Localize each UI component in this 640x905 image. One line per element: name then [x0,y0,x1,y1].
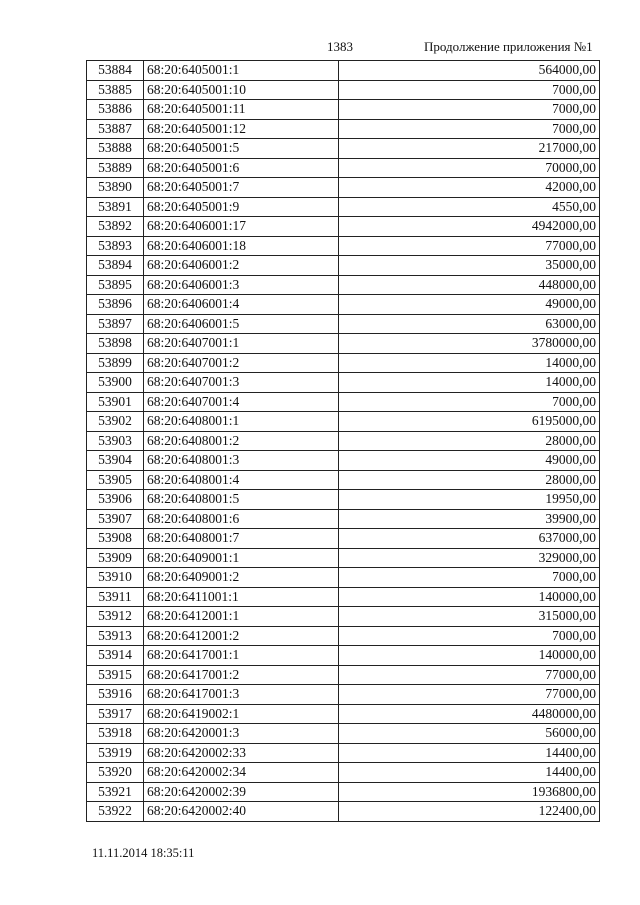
table-row [87,353,600,373]
table-row [87,490,600,510]
row-number: 53892 [87,217,144,237]
value-cell: 39900,00 [339,509,600,529]
value-cell: 77000,00 [339,685,600,705]
cadastral-number: 68:20:6412001:1 [144,607,339,627]
value-cell: 49000,00 [339,451,600,471]
value-cell: 7000,00 [339,392,600,412]
table-row [87,431,600,451]
row-number: 53887 [87,119,144,139]
row-number: 53890 [87,178,144,198]
value-cell: 7000,00 [339,100,600,120]
table-row [87,763,600,783]
table-row [87,685,600,705]
cadastral-number: 68:20:6420002:33 [144,743,339,763]
value-cell: 56000,00 [339,724,600,744]
table-row [87,256,600,276]
row-number: 53918 [87,724,144,744]
value-cell: 140000,00 [339,646,600,666]
row-number: 53898 [87,334,144,354]
row-number: 53905 [87,470,144,490]
row-number: 53915 [87,665,144,685]
value-cell: 217000,00 [339,139,600,159]
row-number: 53919 [87,743,144,763]
row-number: 53894 [87,256,144,276]
value-cell: 28000,00 [339,431,600,451]
value-cell: 70000,00 [339,158,600,178]
cadastral-number: 68:20:6408001:5 [144,490,339,510]
table-row [87,451,600,471]
value-cell: 14400,00 [339,763,600,783]
table-row [87,587,600,607]
cadastral-number: 68:20:6405001:9 [144,197,339,217]
cadastral-number: 68:20:6420002:34 [144,763,339,783]
cadastral-number: 68:20:6405001:10 [144,80,339,100]
table-row [87,373,600,393]
cadastral-number: 68:20:6412001:2 [144,626,339,646]
row-number: 53906 [87,490,144,510]
value-cell: 4480000,00 [339,704,600,724]
row-number: 53907 [87,509,144,529]
table-row [87,61,600,81]
cadastral-number: 68:20:6420002:39 [144,782,339,802]
row-number: 53910 [87,568,144,588]
cadastral-number: 68:20:6419002:1 [144,704,339,724]
row-number: 53900 [87,373,144,393]
page-number: 1383 [327,39,353,54]
value-cell: 77000,00 [339,665,600,685]
row-number: 53886 [87,100,144,120]
cadastral-number: 68:20:6408001:7 [144,529,339,549]
table-row [87,568,600,588]
table-row [87,412,600,432]
cadastral-number: 68:20:6417001:1 [144,646,339,666]
row-number: 53899 [87,353,144,373]
cadastral-number: 68:20:6408001:6 [144,509,339,529]
value-cell: 7000,00 [339,80,600,100]
row-number: 53920 [87,763,144,783]
cadastral-number: 68:20:6406001:2 [144,256,339,276]
table-row [87,724,600,744]
table-row [87,314,600,334]
value-cell: 564000,00 [339,61,600,81]
value-cell: 14000,00 [339,353,600,373]
table-row [87,743,600,763]
footer-timestamp: 11.11.2014 18:35:11 [92,846,195,860]
table-row [87,119,600,139]
row-number: 53921 [87,782,144,802]
row-number: 53884 [87,61,144,81]
row-number: 53885 [87,80,144,100]
value-cell: 28000,00 [339,470,600,490]
row-number: 53901 [87,392,144,412]
row-number: 53896 [87,295,144,315]
table-row [87,802,600,822]
row-number: 53913 [87,626,144,646]
row-number: 53916 [87,685,144,705]
value-cell: 1936800,00 [339,782,600,802]
row-number: 53917 [87,704,144,724]
row-number: 53904 [87,451,144,471]
row-number: 53897 [87,314,144,334]
table-row [87,197,600,217]
table-row [87,646,600,666]
cadastral-number: 68:20:6409001:2 [144,568,339,588]
row-number: 53908 [87,529,144,549]
cadastral-number: 68:20:6405001:5 [144,139,339,159]
value-cell: 122400,00 [339,802,600,822]
value-cell: 315000,00 [339,607,600,627]
value-cell: 42000,00 [339,178,600,198]
cadastral-number: 68:20:6407001:2 [144,353,339,373]
cadastral-number: 68:20:6408001:1 [144,412,339,432]
value-cell: 4550,00 [339,197,600,217]
row-number: 53888 [87,139,144,159]
value-cell: 448000,00 [339,275,600,295]
cadastral-number: 68:20:6405001:12 [144,119,339,139]
table-row [87,626,600,646]
table-row [87,782,600,802]
table-row [87,607,600,627]
row-number: 53912 [87,607,144,627]
value-cell: 7000,00 [339,119,600,139]
table-row [87,178,600,198]
continuation-note: Продолжение приложения №1 [424,39,593,54]
table-row [87,80,600,100]
cadastral-number: 68:20:6405001:6 [144,158,339,178]
table-row [87,665,600,685]
cadastral-number: 68:20:6420001:3 [144,724,339,744]
table-row [87,704,600,724]
cadastral-number: 68:20:6408001:2 [144,431,339,451]
table-row [87,529,600,549]
cadastral-number: 68:20:6405001:1 [144,61,339,81]
table-row [87,217,600,237]
cadastral-number: 68:20:6407001:1 [144,334,339,354]
cadastral-number: 68:20:6406001:17 [144,217,339,237]
cadastral-number: 68:20:6420002:40 [144,802,339,822]
table-row [87,295,600,315]
registry-table [86,60,600,822]
cadastral-number: 68:20:6408001:3 [144,451,339,471]
value-cell: 14000,00 [339,373,600,393]
cadastral-number: 68:20:6407001:4 [144,392,339,412]
table-row [87,548,600,568]
value-cell: 140000,00 [339,587,600,607]
cadastral-number: 68:20:6417001:3 [144,685,339,705]
cadastral-number: 68:20:6405001:7 [144,178,339,198]
table-row [87,509,600,529]
cadastral-number: 68:20:6406001:18 [144,236,339,256]
row-number: 53911 [87,587,144,607]
cadastral-number: 68:20:6406001:5 [144,314,339,334]
row-number: 53893 [87,236,144,256]
table-row [87,158,600,178]
row-number: 53922 [87,802,144,822]
value-cell: 7000,00 [339,626,600,646]
row-number: 53903 [87,431,144,451]
value-cell: 329000,00 [339,548,600,568]
cadastral-number: 68:20:6407001:3 [144,373,339,393]
value-cell: 63000,00 [339,314,600,334]
row-number: 53902 [87,412,144,432]
value-cell: 19950,00 [339,490,600,510]
table-row [87,470,600,490]
row-number: 53889 [87,158,144,178]
table-row [87,392,600,412]
table-row [87,236,600,256]
row-number: 53895 [87,275,144,295]
table-row [87,334,600,354]
value-cell: 35000,00 [339,256,600,276]
row-number: 53909 [87,548,144,568]
cadastral-number: 68:20:6405001:11 [144,100,339,120]
row-number: 53914 [87,646,144,666]
value-cell: 3780000,00 [339,334,600,354]
table-row [87,139,600,159]
value-cell: 77000,00 [339,236,600,256]
cadastral-number: 68:20:6406001:4 [144,295,339,315]
cadastral-number: 68:20:6408001:4 [144,470,339,490]
row-number: 53891 [87,197,144,217]
table-row [87,100,600,120]
value-cell: 49000,00 [339,295,600,315]
cadastral-number: 68:20:6417001:2 [144,665,339,685]
value-cell: 6195000,00 [339,412,600,432]
table-row [87,275,600,295]
value-cell: 7000,00 [339,568,600,588]
cadastral-number: 68:20:6409001:1 [144,548,339,568]
value-cell: 14400,00 [339,743,600,763]
cadastral-number: 68:20:6411001:1 [144,587,339,607]
cadastral-number: 68:20:6406001:3 [144,275,339,295]
value-cell: 637000,00 [339,529,600,549]
value-cell: 4942000,00 [339,217,600,237]
table-body [87,61,600,822]
